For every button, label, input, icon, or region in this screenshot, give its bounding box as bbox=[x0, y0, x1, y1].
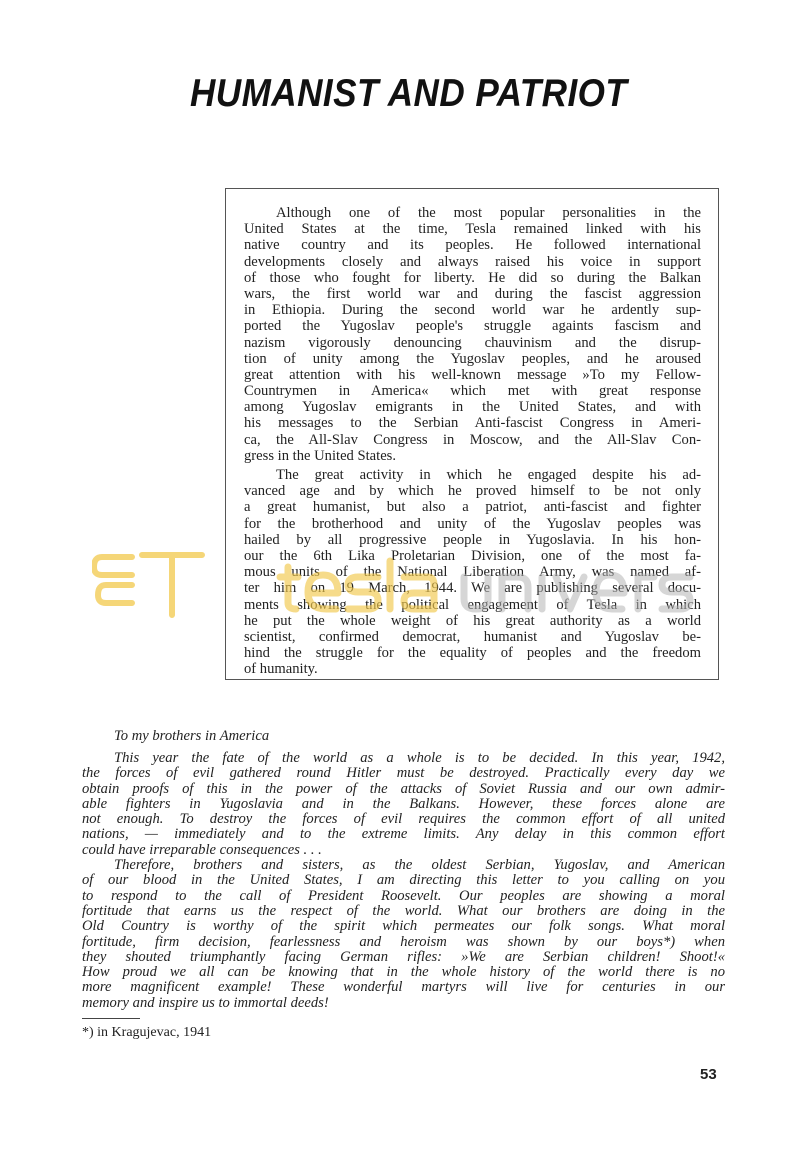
letter-line: fortitude, firm decision, fearlessness and heroism was shown by our boys*) when bbox=[82, 934, 725, 950]
intro-line: nazism vigorously denouncing chauvinism and the disrup- bbox=[244, 334, 701, 351]
letter-line: Old Country is worthy of the spirit which permeates our folk songs. What moral bbox=[82, 919, 725, 935]
letter bbox=[82, 727, 725, 1011]
letter-line: memory and inspire us to immortal deeds! bbox=[82, 995, 329, 1011]
intro-line: gress in the United States. bbox=[244, 447, 396, 464]
intro-line: ments showing the political engagement of Tesla in which bbox=[244, 596, 701, 613]
logo-emblem-icon bbox=[94, 555, 202, 615]
letter-line: How proud we all can be knowing that in the whole history of the world there is no bbox=[82, 965, 725, 981]
letter-line: Therefore, brothers and sisters, as the oldest Serbian, Yugoslav, and American bbox=[114, 858, 725, 874]
intro-line: a great humanist, but also a patriot, anti-fascist and fighter bbox=[244, 499, 701, 516]
intro-line: scientist, confirmed democrat, humanist and Yugoslav be- bbox=[244, 628, 701, 645]
intro-line: hind the struggle for the equality of peoples and the freedom bbox=[244, 645, 701, 662]
letter-line: the forces of evil gathered round Hitler must be destroyed. Practically every day we bbox=[82, 766, 725, 782]
intro-line: his messages to the Serbian Anti-fascist Congress in Ameri- bbox=[244, 415, 701, 432]
intro-line: ca, the All-Slav Congress in Moscow, and the All-Slav Con- bbox=[244, 431, 701, 448]
page-title: HUMANIST AND PATRIOT bbox=[190, 72, 628, 115]
intro-line: mous units of the National Liberation Army, was named af- bbox=[244, 564, 701, 581]
footnote-divider bbox=[82, 1018, 140, 1019]
intro-line: United States at the time, Tesla remained linked with his bbox=[244, 221, 701, 238]
letter-line: obtain proofs of this in the power of the attacks of Soviet Russia and our own admir- bbox=[82, 781, 725, 797]
intro-line: ter him on 19 March, 1944. We are publishing several docu- bbox=[244, 580, 701, 597]
letter-line: not enough. To destroy the forces of evil requires the common effort of all united bbox=[82, 812, 725, 828]
letter-line: This year the fate of the world as a whole is to be decided. In this year, 1942, bbox=[114, 751, 725, 766]
letter-body bbox=[82, 751, 725, 1011]
intro-line: great attention with his well-known message »To my Fellow- bbox=[244, 366, 701, 383]
footnote: *) in Kragujevac, 1941 bbox=[82, 1025, 212, 1040]
intro-line: of humanity. bbox=[244, 661, 318, 678]
letter-line: fortitude that earns us the respect of the world. What our brothers are doing in the bbox=[82, 903, 725, 919]
intro-line: tion of unity among the Yugoslav peoples, and he aroused bbox=[244, 350, 701, 367]
intro-line: Countrymen in America« which met with great response bbox=[244, 383, 701, 400]
letter-line: to respond to the call of President Roosevelt. Our peoples are showing a moral bbox=[82, 888, 725, 904]
intro-line: native country and its peoples. He followed international bbox=[244, 237, 701, 254]
letter-line: of our blood in the United States, I am directing this letter to you calling on you bbox=[82, 873, 725, 889]
intro-line: among Yugoslav emigrants in the United States, and with bbox=[244, 399, 701, 416]
intro-text bbox=[244, 205, 701, 677]
intro-line: The great activity in which he engaged despite his ad- bbox=[276, 467, 701, 483]
intro-line: wars, the first world war and during the fascist aggression bbox=[244, 285, 701, 302]
intro-line: for the brotherhood and unity of the Yugoslav peoples was bbox=[244, 515, 701, 532]
page-number: 53 bbox=[700, 1066, 717, 1083]
intro-line: vanced age and by which he proved himself to be not only bbox=[244, 483, 701, 500]
letter-title: To my brothers in America bbox=[114, 728, 270, 744]
intro-line: he put the whole weight of his great authority as a world bbox=[244, 612, 701, 629]
letter-line: they shouted triumphantly facing German rifles: »We are Serbian children! Shoot!« bbox=[82, 949, 725, 965]
intro-line: hailed by all progressive people in Yugoslavia. In his hon- bbox=[244, 531, 701, 548]
intro-line: our the 6th Lika Proletarian Division, one of the most fa- bbox=[244, 547, 701, 564]
intro-line: ported the Yugoslav people's struggle againts fascism and bbox=[244, 318, 701, 335]
intro-line: in Ethiopia. During the second world war he ardently sup- bbox=[244, 302, 701, 319]
letter-line: could have irreparable consequences . . . bbox=[82, 842, 322, 858]
letter-line: nations, — immediately and to the extreme limits. Any delay in this common effort bbox=[82, 827, 725, 843]
intro-line: developments closely and always raised his voice in support bbox=[244, 253, 701, 270]
letter-line: able fighters in Yugoslavia and in the Balkans. However, these forces alone are bbox=[82, 796, 725, 812]
letter-line: more magnificent example! These wonderful martyrs will live for centuries in our bbox=[82, 980, 725, 996]
intro-line: Although one of the most popular personalities in the bbox=[276, 205, 701, 221]
intro-line: of those who fought for liberty. He did so during the Balkan bbox=[244, 269, 701, 286]
